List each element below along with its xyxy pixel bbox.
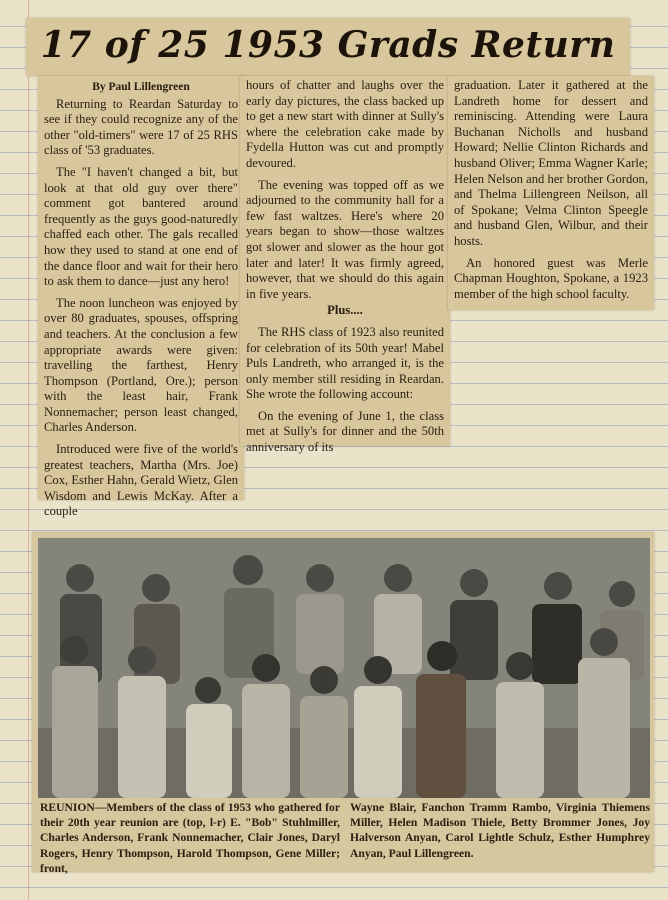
photo-caption-left: REUNION—Members of the class of 1953 who gathered for their 20th year reunion are (top, l-r) E. "Bob" Stuhlmiller, Charles Anderson, Frank Nonnemacher, Clair Jones, Daryl Rogers, Henry Thompson, Harold Thompson, Gene Miller; front,	[40, 801, 340, 875]
photo-caption-right: Wayne Blair, Fanchon Tramm Rambo, Virginia Thiemens Miller, Helen Madison Thiele, Betty Brommer Jones, Joy Halverson Anyan, Carol Lightle Schulz, Esther Humphrey Anyan, Paul Lillengreen.	[350, 801, 650, 860]
paragraph: Introduced were five of the world's greatest teachers, Martha (Mrs. Joe) Cox, Esther Hahn, Gerald Wietz, Glen Wisdom and Lewis McKay. After a couple	[44, 442, 238, 519]
byline: By Paul Lillengreen	[92, 81, 190, 93]
group-photo-image	[38, 538, 650, 798]
section-break: Plus....	[327, 303, 363, 318]
photo-clipping	[32, 532, 654, 875]
paragraph: The evening was topped off as we adjourned to the community hall for a few fast waltzes. Here's where 20 years began to show—those waltzes got slower and slower as the hour got later and later! It was firmly agreed, however, that we should do this again in five years.	[246, 177, 444, 301]
article-column-2	[240, 76, 450, 455]
paragraph: Returning to Reardan Saturday to see if they could recognize any of the other "old-timers" were 17 of 25 RHS class of '53 graduates.	[44, 96, 238, 158]
paragraph: On the evening of June 1, the class met at Sully's for dinner and the 50th anniversary of its	[246, 408, 444, 455]
article-column-1	[38, 76, 244, 519]
paragraph: hours of chatter and laughs over the early day pictures, the class backed up to get a new start with dinner at Sully's where the celebration cake made by Fydella Hutton was cut and promptly devoured.	[246, 78, 444, 170]
headline-clipping	[26, 18, 630, 76]
reunion-group-photo	[38, 538, 650, 798]
paragraph: The RHS class of 1923 also reunited for celebration of its 50th year! Mabel Puls Landreth, who arranged it, is the only member still residing in Reardan. She wrote the following account:	[246, 324, 444, 402]
headline: 17 of 25 1953 Grads Return	[40, 24, 616, 66]
paragraph: graduation. Later it gathered at the Landreth home for dessert and reminiscing. Attending were Laura Buchanan Nicholls and husband Howard; Nellie Clinton Richards and husband Oliver; Emma Wagner Karle; Helen Nelson and her brother Gordon, and Thelma Lillengreen Neilson, all of Spokane; Velma Clinton Speegle and husband Glen, Wilbur, and their hosts.	[454, 78, 648, 248]
paragraph: An honored guest was Merle Chapman Houghton, Spokane, a 1923 member of the high school faculty.	[454, 255, 648, 301]
article-column-3	[448, 76, 654, 310]
paragraph: The noon luncheon was enjoyed by over 80 graduates, spouses, offspring and teachers. At the conclusion a few appropriate awards were given: travelling the farthest, Henry Thompson (Portland, Ore.); person with the least hair, Frank Nonnemacher; person least changed, Charles Anderson.	[44, 295, 238, 435]
paragraph: The "I haven't changed a bit, but look at that old guy over there" comment got bantered around frequently as the guys good-naturedly chaffed each other. The gals recalled how they used to stand at one end of the dance floor and wait for their hero to ask them to dance—just any hero!	[44, 164, 238, 289]
